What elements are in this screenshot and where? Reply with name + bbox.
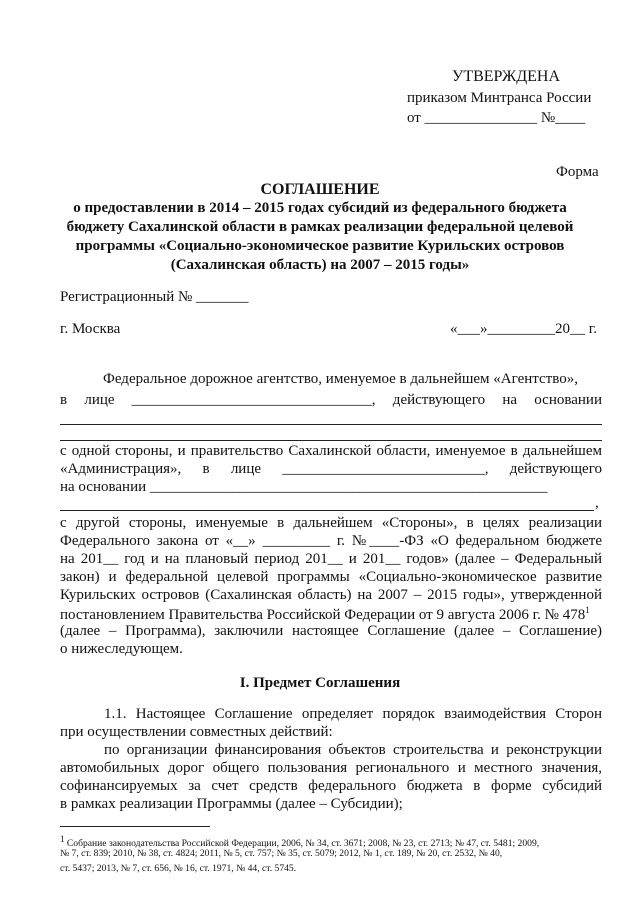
body-line-4: «Администрация», в лице ___________________________, действующего bbox=[60, 461, 602, 477]
footnote-ref: 1 bbox=[585, 605, 590, 615]
footnote-mark: 1 bbox=[60, 834, 65, 844]
approval-title: УТВЕРЖДЕНА bbox=[452, 68, 561, 85]
body-line-3: с одной стороны, и правительство Сахалинской области, именуемое в дальнейшем bbox=[60, 443, 602, 459]
footnote-line-2: № 7, ст. 839; 2010, № 38, ст. 4824; 2011, № 5, ст. 757; № 35, ст. 5079; 2012, № 1, ст. 189, № 20, ст. 2532, № 40, bbox=[60, 848, 503, 859]
title-line-3: программы «Социально-экономическое развитие Курильских островов bbox=[75, 238, 565, 254]
footnote-line-3: ст. 5437; 2013, № 7, ст. 656, № 16, ст. 1971, № 44, ст. 5745. bbox=[60, 863, 297, 874]
footnote-separator bbox=[60, 826, 210, 827]
body-line-12: (далее – Программа), заключили настоящее Соглашение (далее – Соглашение) bbox=[60, 623, 602, 639]
title-line-1: о предоставлении в 2014 – 2015 годах субсидий из федерального бюджета bbox=[73, 200, 567, 216]
section-line-6: в рамках реализации Программы (далее – Субсидии); bbox=[60, 796, 403, 812]
approval-line-order: приказом Минтранса России bbox=[407, 90, 592, 106]
agreement-date: «___»_________20__ г. bbox=[450, 321, 597, 337]
section-line-1: 1.1. Настоящее Соглашение определяет порядок взаимодействия Сторон bbox=[104, 706, 602, 722]
body-line-11: постановлением Правительства Российской Федерации от 9 августа 2006 г. № 478 bbox=[60, 607, 586, 623]
registration-number: Регистрационный № _______ bbox=[60, 289, 249, 305]
document-title: СОГЛАШЕНИЕ bbox=[260, 181, 380, 198]
section-line-2: при осуществлении совместных действий: bbox=[60, 724, 333, 740]
blank-line bbox=[60, 510, 594, 511]
body-line-10: Курильских островов (Сахалинская область) на 2007 – 2015 годы», утвержденной bbox=[60, 587, 602, 603]
title-line-2: бюджету Сахалинской области в рамках реализации федеральной целевой bbox=[66, 219, 574, 235]
section-line-4: автомобильных дорог общего пользования регионального и местного значения, bbox=[60, 760, 602, 776]
body-line-8: на 201__ год и на плановый период 201__ и 201__ годов» (далее – Федеральный bbox=[60, 551, 602, 567]
blank-line bbox=[60, 424, 602, 425]
body-line-5: на основании _____________________________________________________ bbox=[60, 479, 548, 495]
footnote-line-1: Собрание законодательства Российской Федерации, 2006, № 34, ст. 3671; 2008, № 23, ст. 2713; № 47, ст. 5481; 2009, bbox=[66, 838, 540, 850]
body-line-1: Федеральное дорожное агентство, именуемое в дальнейшем «Агентство», bbox=[103, 371, 578, 387]
title-line-4: (Сахалинская область) на 2007 – 2015 годы» bbox=[170, 257, 470, 273]
city: г. Москва bbox=[60, 321, 121, 337]
body-line-2: в лице ________________________________, действующего на основании bbox=[60, 392, 602, 408]
blank-line bbox=[60, 440, 602, 441]
section-line-5: софинансируемых за счет средств федерального бюджета в форме субсидий bbox=[60, 778, 602, 794]
line-end-comma: , bbox=[595, 495, 599, 511]
section-title: I. Предмет Соглашения bbox=[239, 675, 401, 691]
body-line-13: о нижеследующем. bbox=[60, 641, 183, 657]
body-line-7: Федерального закона от «__» _________ г. №____-ФЗ «О федеральном бюджете bbox=[60, 533, 602, 549]
body-line-6: с другой стороны, именуемые в дальнейшем «Стороны», в целях реализации bbox=[60, 515, 602, 531]
body-line-9: закон) и федеральной целевой программы «Социально-экономическое развитие bbox=[60, 569, 602, 585]
section-line-3: по организации финансирования объектов строительства и реконструкции bbox=[104, 742, 602, 758]
form-label: Форма bbox=[556, 164, 599, 180]
approval-line-date: от _______________ №____ bbox=[407, 110, 586, 126]
